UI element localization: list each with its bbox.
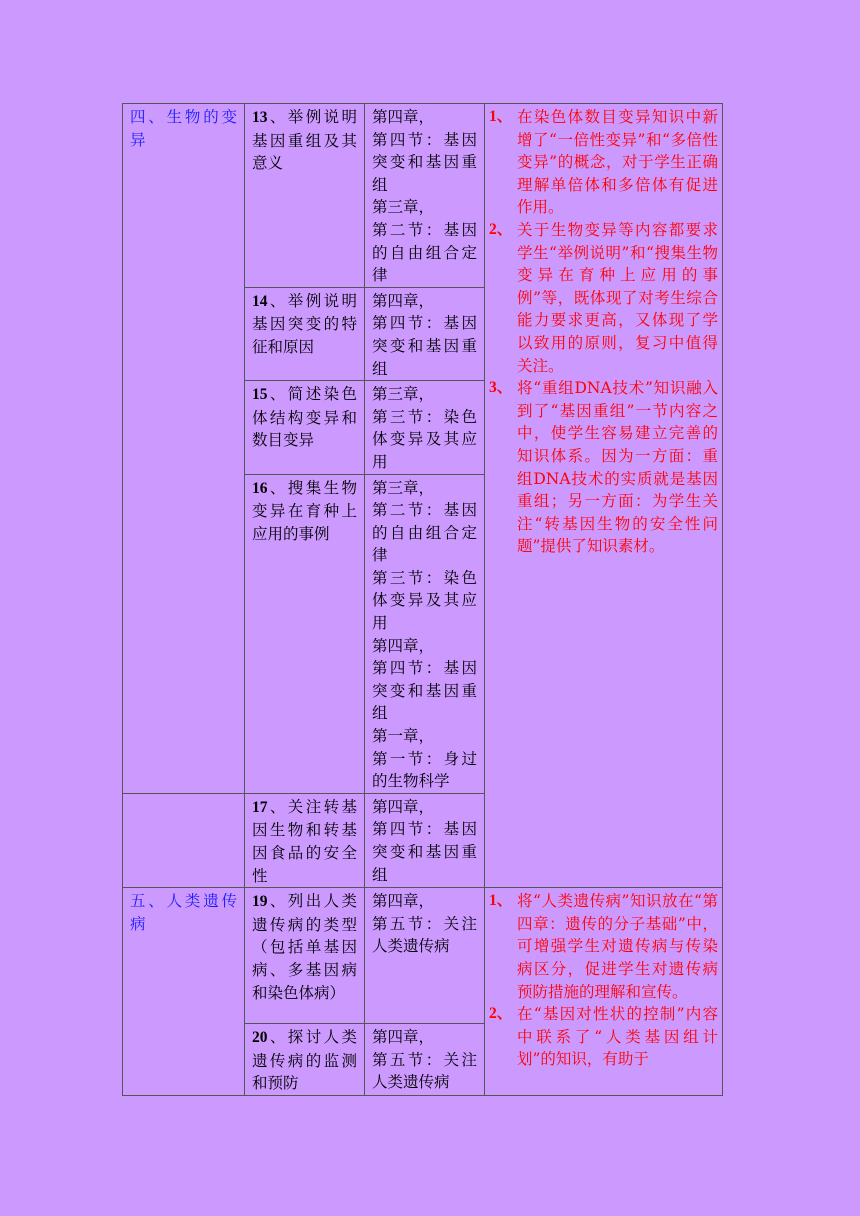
- note-item: 2、 在“基因对性状的控制”内容中联系了“人类基因组计划”的知识，有助于: [489, 1005, 718, 1069]
- curriculum-table: [122, 103, 723, 1096]
- note-item: 1、 将“人类遗传病”知识放在“第四章：遗传的分子基础”中，可增强学生对遗传病与传染病区分，促进学生对遗传病预防措施的理解和宣传。: [489, 892, 718, 1001]
- requirement-cell: 17、关注转基因生物和转基因食品的安全性: [245, 793, 365, 887]
- chapter-cell: 第三章， 第二节：基因的自由组合定律 第三节：染色体变异及其应用 第四章， 第四节：基因突变和基因重组 第一章， 第一节：身过的生物科学: [365, 474, 485, 793]
- topic-cell: 五、人类遗传病: [123, 888, 245, 1096]
- chapter-cell: 第四章， 第五节：关注人类遗传病: [365, 1024, 485, 1096]
- chapter-cell: 第四章， 第四节：基因突变和基因重组 第三章， 第二节：基因的自由组合定律: [365, 104, 485, 288]
- requirement-cell: 20、探讨人类遗传病的监测和预防: [245, 1024, 365, 1096]
- topic-cell: [123, 793, 245, 887]
- requirement-cell: 15、简述染色体结构变异和数目变异: [245, 381, 365, 474]
- table-row: [123, 104, 723, 288]
- note-item: 3、 将“重组DNA技术”知识融入到了“基因重组”一节内容之中，使学生容易建立完善的知识体系。因为一方面：重组DNA技术的实质就是基因重组；另一方面：为学生关注“转基因生物的安全性问题”提供了知识素材。: [489, 379, 718, 556]
- note-item: 2、 关于生物变异等内容都要求学生“举例说明”和“搜集生物变异在育种上应用的事例”等，既体现了对考生综合能力要求更高，又体现了学以致用的原则，复习中值得关注。: [489, 220, 718, 375]
- requirement-cell: 14、举例说明基因突变的特征和原因: [245, 287, 365, 380]
- requirement-cell: 19、列出人类遗传病的类型（包括单基因病、多基因病和染色体病）: [245, 888, 365, 1024]
- notes-cell: [485, 104, 723, 888]
- chapter-cell: 第四章， 第五节：关注人类遗传病: [365, 888, 485, 1024]
- requirement-cell: 16、搜集生物变异在育种上应用的事例: [245, 474, 365, 793]
- requirement-cell: 13、举例说明基因重组及其意义: [245, 104, 365, 288]
- chapter-cell: 第四章， 第四节：基因突变和基因重组: [365, 287, 485, 380]
- note-item: 1、 在染色体数目变异知识中新增了“一倍性变异”和“多倍性变异”的概念，对于学生正确理解单倍体和多倍体有促进作用。: [489, 108, 718, 217]
- notes-cell: [485, 888, 723, 1096]
- chapter-cell: 第三章， 第三节：染色体变异及其应用: [365, 381, 485, 474]
- chapter-cell: 第四章， 第四节：基因突变和基因重组: [365, 793, 485, 887]
- topic-cell: 四、生物的变异: [123, 104, 245, 794]
- table-row: [123, 888, 723, 1024]
